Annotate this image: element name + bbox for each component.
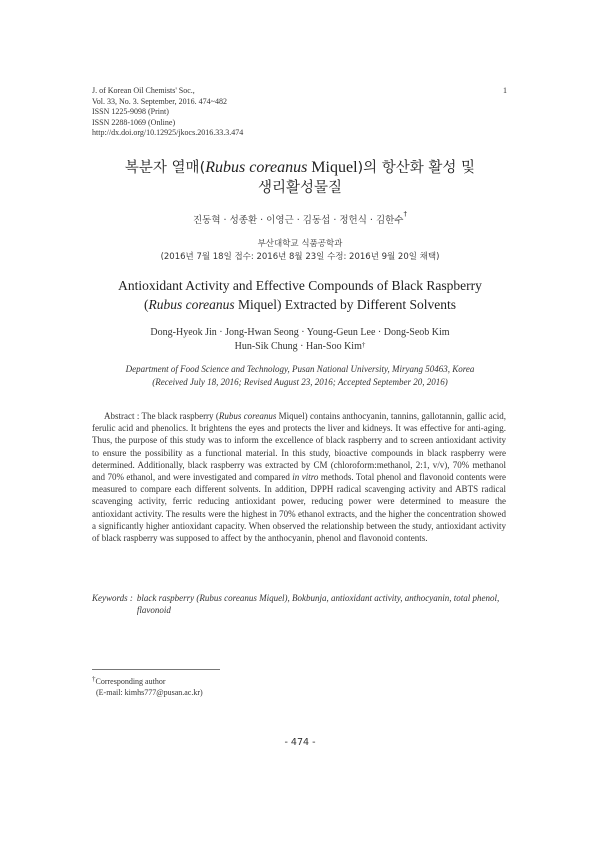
korean-title (90, 158, 510, 198)
korean-title-line2: 생리활성물질 (257, 180, 343, 196)
korean-title-line1: 복분자 열매(Rubus coreanus Miquel)의 항산화 활성 및 (124, 159, 476, 176)
page-number-top: 1 (503, 86, 507, 95)
korean-authors: 진동혁 · 성종환 · 이영근 · 김동섭 · 정헌식 · 김한수† (193, 210, 407, 226)
keywords (92, 592, 506, 616)
journal-volume: Vol. 33, No. 3. September, 2016. 474~482 (92, 96, 227, 106)
english-affiliation (60, 363, 540, 389)
corresponding-email: (E-mail: kimhs777@pusan.ac.kr) (96, 688, 203, 697)
korean-received-dates: (2016년 7월 18일 접수: 2016년 8월 23일 수정: 2016년 9월 20일 채택) (160, 252, 440, 262)
journal-info (92, 86, 243, 139)
corresponding-mark: † (403, 210, 407, 218)
korean-affiliation: 부산대학교 식품공학과 (257, 239, 343, 249)
corresponding-author-note: †Corresponding author (92, 675, 166, 686)
keywords-text: black raspberry (Rubus coreanus Miquel), Bokbunja, antioxidant activity, anthocyanin, total phenol, flavonoid (136, 593, 500, 616)
footnote (92, 676, 203, 698)
footnote-divider (92, 669, 220, 670)
doi-link[interactable]: http://dx.doi.org/10.12925/jkocs.2016.33.3.474 (92, 128, 244, 137)
issn-print: ISSN 1225-9098 (Print) (92, 107, 169, 116)
english-title-line2: (Rubus coreanus Miquel) Extracted by Different Solvents (144, 297, 456, 312)
english-affiliation-line1: Department of Food Science and Technology, Pusan National University, Miryang 50463, Korea (125, 364, 475, 374)
keywords-label: Keywords : (92, 593, 133, 603)
page-number-footer: - 474 - (284, 737, 316, 748)
corresponding-mark: † (361, 341, 366, 349)
abstract-label: Abstract (104, 411, 135, 421)
english-title-line1: Antioxidant Activity and Effective Compounds of Black Raspberry (118, 278, 482, 293)
english-title (60, 276, 540, 314)
english-authors-line1: Dong-Hyeok Jin · Jong-Hwan Seong · Young-Geun Lee · Dong-Seob Kim (150, 327, 450, 338)
english-authors (60, 326, 540, 354)
issn-online: ISSN 2288-1069 (Online) (92, 117, 176, 127)
english-authors-line2: Hun-Sik Chung · Han-Soo Kim† (234, 341, 366, 352)
abstract: Abstract : The black raspberry (Rubus coreanus Miquel) contains anthocyanin, tannins, gallotannin, gallic acid, ferulic acid and phenolics. It brightens the eyes and protects the liver and kidneys. It was effective for anti-aging. Thus, the purpose of this study was to inform the excellence of black raspberry and to screen antioxidant activity to ensure the possibility as a functional material. In this study, bioactive compounds in black raspberry were determined. Additionally, black raspberry was extracted by CM (chloroform:methanol, 2:1, v/v), 70% methanol and 70% ethanol, and were investigated and compared in vitro methods. Total phenol and flavonoid contents were measured to compare each different solvents. In addition, DPPH radical scavenging activity and ABTS radical scavenging activity, ferric reducing antioxidant power, reducing power were determined to measure the antioxidant activity. The results were the highest in 70% ethanol extracts, and the higher the concentration showed a significantly higher antioxidant capacity. When observed the relationship between the study, antioxidant activity of black raspberry was supposed to affect by the anthocyanin, phenol and flavonoid contents. (92, 411, 506, 544)
journal-name: J. of Korean Oil Chemists' Soc., (92, 86, 195, 95)
english-received-dates: (Received July 18, 2016; Revised August 23, 2016; Accepted September 20, 2016) (152, 377, 448, 387)
